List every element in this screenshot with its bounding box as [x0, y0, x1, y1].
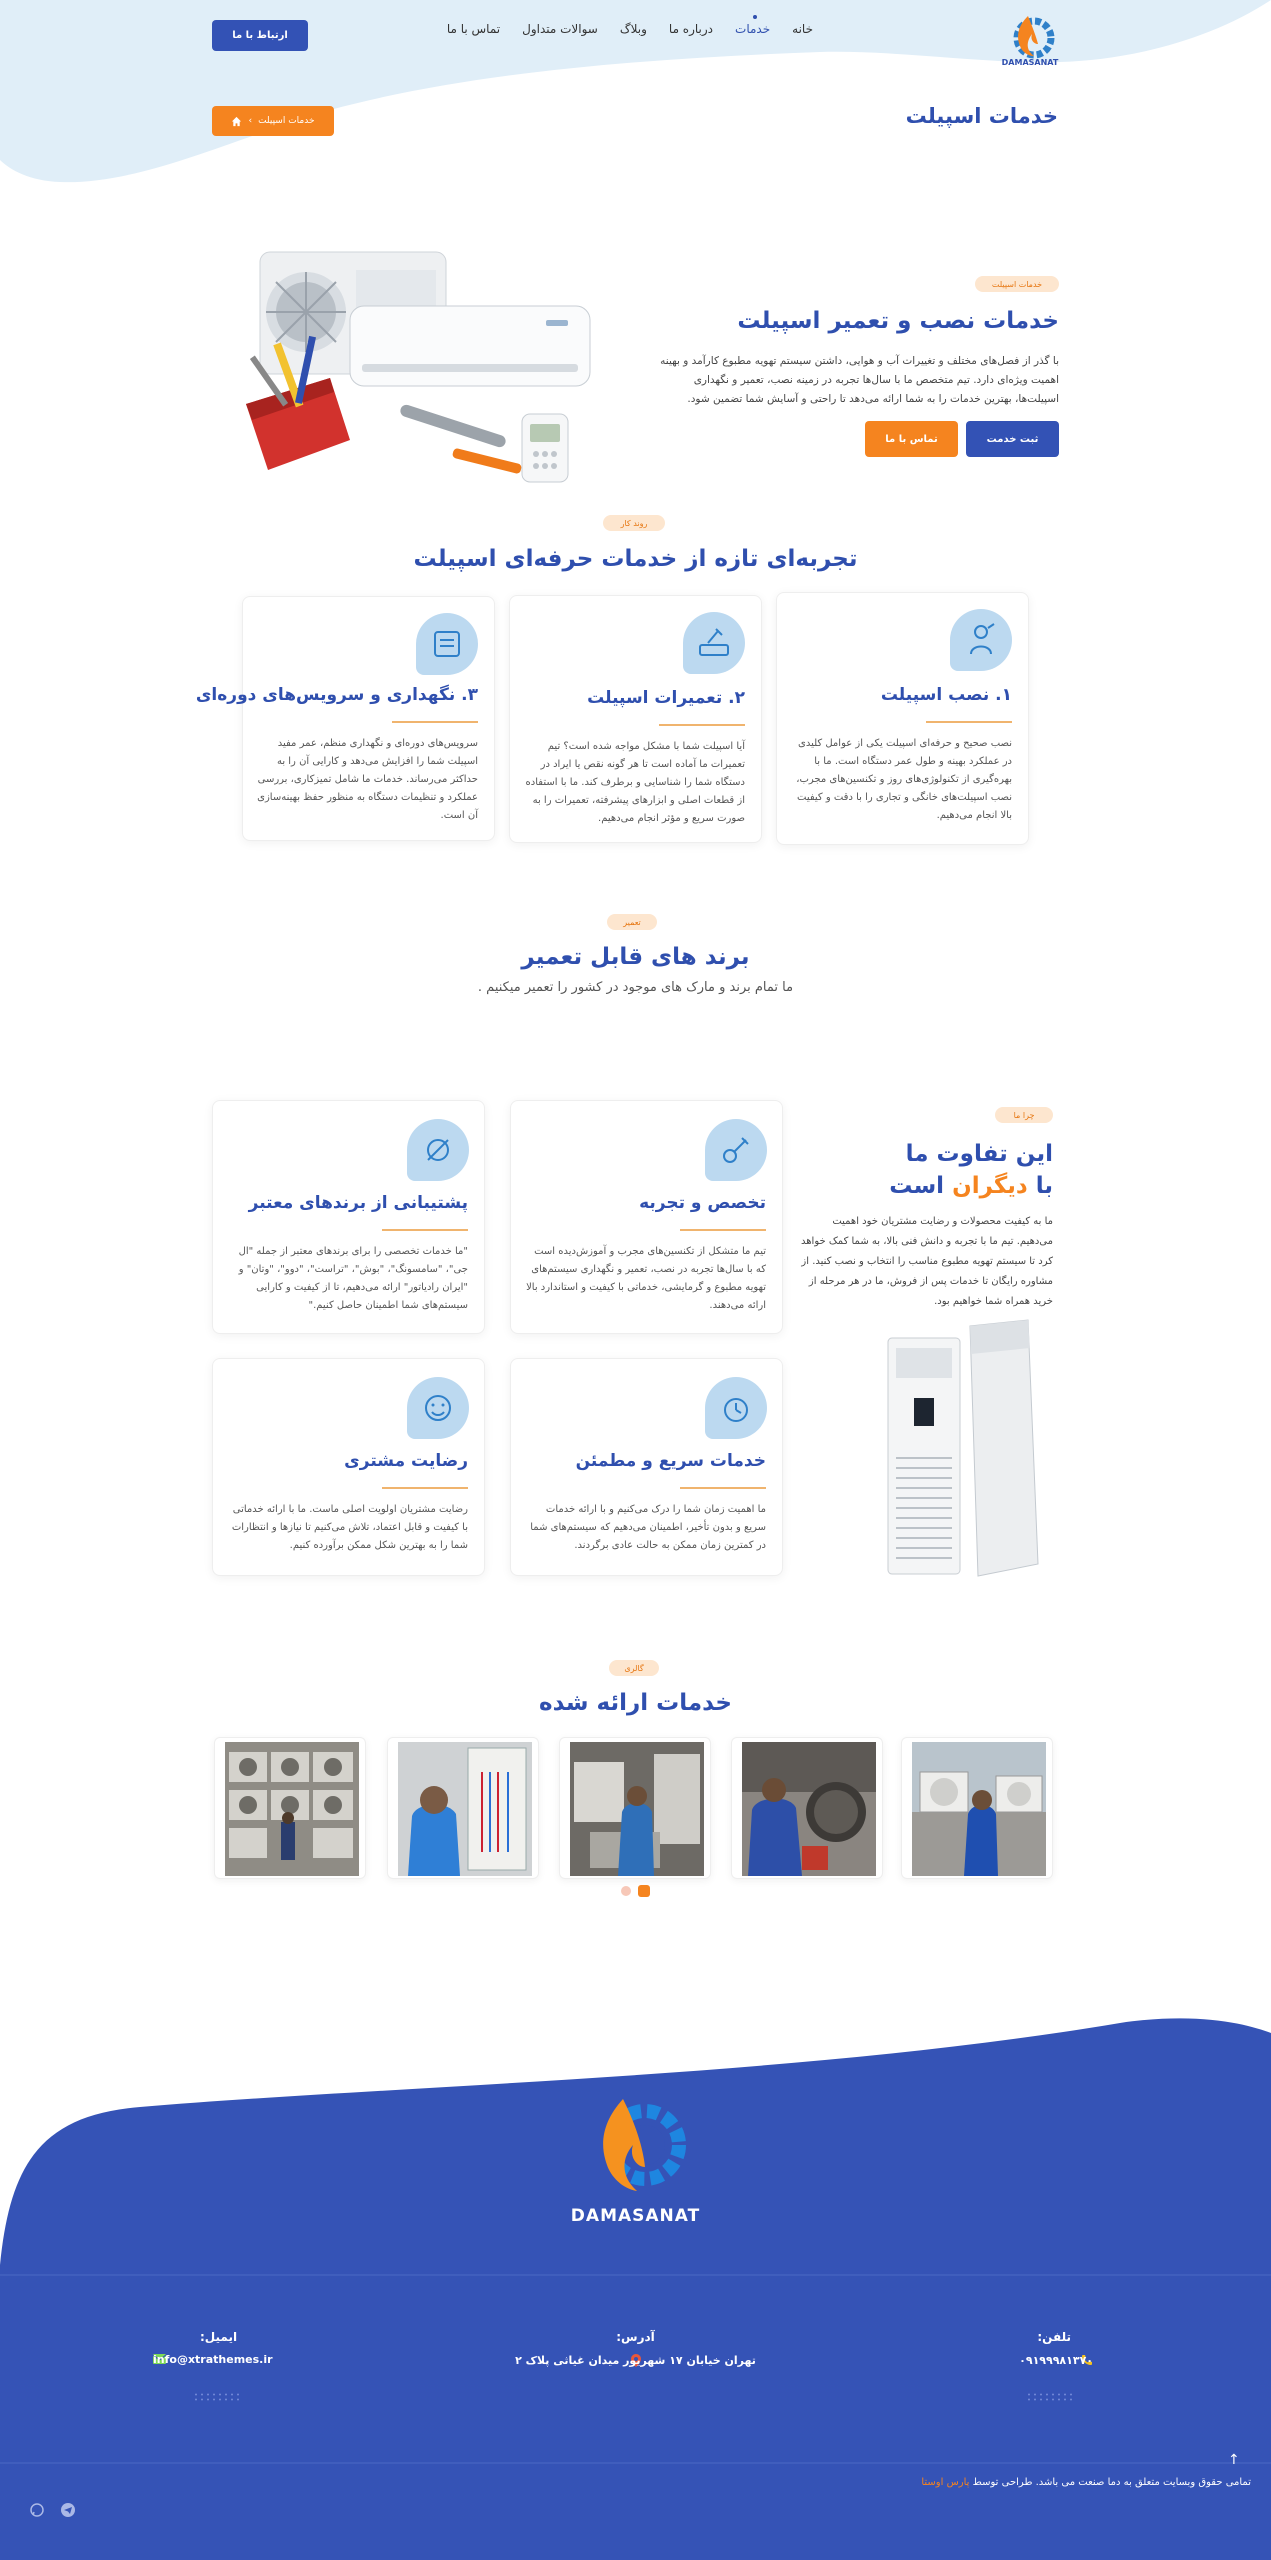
logo-text: DAMASANAT [1001, 58, 1059, 67]
brands-badge: تعمیر [607, 914, 657, 930]
satisfaction-icon [407, 1377, 469, 1439]
why-card-fast-service [510, 1358, 783, 1576]
card-divider [382, 1229, 468, 1231]
why-card-text: ما اهمیت زمان شما را درک می‌کنیم و با ارائه خدمات سریع و بدون تأخیر، اطمینان می‌دهیم که سیستم‌های شما در کمترین زمان ممکن به حالت عادی برگردند. [530, 1504, 766, 1551]
gallery-badge: گالری [609, 1660, 659, 1676]
why-title-line2: با دیگران است [889, 1173, 1053, 1199]
gallery-item[interactable] [214, 1737, 366, 1879]
process-card-repair [509, 595, 762, 843]
brands-subtitle: ما تمام برند و مارک های موجود در کشور را تعمیر میکنیم . [477, 980, 794, 995]
process-card-title: ۲. تعمیرات اسپیلت [587, 688, 745, 708]
hero-text: با گذر از فصل‌های مختلف و تغییرات آب و هوایی، داشتن سیستم تهویه مطبوع کارآمد و بهینه اهمیت ویژه‌ای دارد. تیم متخصص ما با سال‌ها تجربه در زمینه نصب، تعمیر و نگهداری اسپیلت‌ها، بهترین خدمات را به شما ارائه می‌دهد تا راحتی و آسایش شما تضمین شود. [660, 355, 1059, 405]
process-card-title: ۱. نصب اسپیلت [880, 685, 1012, 705]
nav-blog[interactable]: وبلاگ [619, 22, 647, 36]
why-card-title: پشتیبانی از برندهای معتبر [248, 1193, 468, 1213]
fast-service-icon [705, 1377, 767, 1439]
nav-contact[interactable]: تماس با ما [446, 22, 501, 36]
why-card-text: تیم ما متشکل از تکنسین‌های مجرب و آموزش‌دیده است که با سال‌ها تجربه در نصب، تعمیر و نگهداری سیستم‌های تهویه مطبوع و گرمایشی، خدماتی با کیفیت و استاندارد بالا ارائه می‌دهند. [526, 1246, 766, 1311]
expert-icon [705, 1119, 767, 1181]
maintenance-icon [416, 613, 478, 675]
copyright: تمامی حقوق وبسایت متعلق به دما صنعت می باشد. طراحی توسط پارس اوستا [921, 2477, 1251, 2488]
gallery-photo [742, 1742, 876, 1876]
slider-dot-active[interactable] [638, 1885, 650, 1897]
dots-decoration [193, 2392, 243, 2402]
footer-address-value: تهران خیابان ۱۷ شهریور میدان غیاثی پلاک ۲ [515, 2354, 756, 2367]
process-badge: روند کار [603, 515, 665, 531]
home-icon[interactable] [231, 116, 242, 127]
back-to-top-icon[interactable]: ↑ [1228, 2452, 1240, 2468]
footer-phone-value: ۰۹۱۹۹۹۸۱۳۷۰ [1019, 2353, 1093, 2367]
support-icon [407, 1119, 469, 1181]
footer-email-label: ایمیل: [200, 2330, 238, 2344]
page-title: خدمات اسپیلت [905, 104, 1058, 128]
footer-logo-icon [573, 2095, 697, 2199]
floor-ac-illustration [878, 1318, 1048, 1580]
card-divider [659, 724, 745, 726]
logo-icon [1002, 10, 1060, 64]
gallery-item[interactable] [559, 1737, 711, 1879]
hero-primary-button[interactable]: ثبت خدمت [966, 421, 1059, 457]
nav-home[interactable]: خانه [792, 22, 813, 36]
breadcrumb-separator: › [248, 116, 253, 126]
process-card-maintenance [195, 596, 495, 841]
nav-faq[interactable]: سوالات متداول [522, 22, 598, 36]
why-card-title: رضایت مشتری [344, 1451, 468, 1471]
why-card-title: تخصص و تجربه [639, 1193, 766, 1213]
gallery-item[interactable] [901, 1737, 1053, 1879]
card-divider [680, 1229, 766, 1231]
why-card-support [212, 1100, 485, 1334]
dots-decoration [1026, 2392, 1076, 2402]
why-text: ما به کیفیت محصولات و رضایت مشتریان خود اهمیت می‌دهیم. تیم ما با تجربه و دانش فنی بالا، به شما کمک خواهد کرد تا سیستم تهویه مطبوع مناسب را انتخاب و نصب کنید. از مشاوره رایگان تا خدمات پس از فروش، ما در هر مرحله از خرید همراه شما خواهیم بود. [801, 1216, 1053, 1307]
copyright-link[interactable]: پارس اوستا [921, 2477, 970, 2488]
why-title [889, 1138, 1053, 1202]
footer-logo[interactable] [573, 2095, 697, 2199]
footer-brand-name: DAMASANAT [570, 2206, 701, 2226]
why-card-title: خدمات سریع و مطمئن [575, 1451, 766, 1471]
repair-icon [683, 612, 745, 674]
main-nav [447, 22, 813, 36]
card-divider [680, 1487, 766, 1489]
footer-address-label: آدرس: [616, 2330, 655, 2344]
card-divider [392, 721, 478, 723]
card-divider [382, 1487, 468, 1489]
why-title-line1: این تفاوت ما [905, 1141, 1053, 1167]
footer-email[interactable] [153, 2352, 273, 2366]
nav-services[interactable]: خدمات [735, 22, 771, 36]
whatsapp-icon[interactable] [30, 2502, 44, 2516]
process-card-text: سرویس‌های دوره‌ای و نگهداری منظم، عمر مفید اسپیلت شما را افزایش می‌دهد و کارایی آن را به حداکثر می‌رساند. خدمات ما شامل تمیزکاری، بررسی عملکرد و تنظیمات دستگاه به منظور حفظ بهینه‌سازی آن است. [257, 738, 478, 821]
brands-title: برند های قابل تعمیر [521, 944, 750, 970]
process-card-text: آیا اسپیلت شما با مشکل مواجه شده است؟ تیم تعمیرات ما آماده است تا هر گونه نقص یا ایراد در دستگاه شما را شناسایی و برطرف کند. ما با استفاده از قطعات اصلی و ابزارهای پیشرفته، تعمیرات را به صورت سریع و مؤثر انجام می‌دهیم. [525, 741, 745, 824]
why-card-text: "ما خدمات تخصصی را برای برندهای معتبر از جمله "ال جی"، "سامسونگ"، "بوش"، "تراست"، "دوو"، "وتان" و "ایران رادیاتور" ارائه می‌دهیم، تا از کیفیت و کارایی سیستم‌های شما اطمینان حاصل کنیم." [238, 1246, 468, 1311]
why-badge: چرا ما [995, 1107, 1053, 1123]
gallery-photo [912, 1742, 1046, 1876]
breadcrumb-label: خدمات اسپیلت [258, 116, 315, 126]
gallery-photo [570, 1742, 704, 1876]
contact-button[interactable]: ارتباط با ما [212, 20, 308, 51]
gallery-title: خدمات ارائه شده [539, 1690, 732, 1716]
process-card-text: نصب صحیح و حرفه‌ای اسپیلت یکی از عوامل کلیدی در عملکرد بهینه و طول عمر دستگاه است. ما با بهره‌گیری از تکنولوژی‌های روز و تکنسین‌های مجرب، نصب اسپیلت‌های خانگی و تجاری را با دقت و کیفیت بالا انجام می‌دهیم. [796, 738, 1012, 821]
why-card-text: رضایت مشتریان اولویت اصلی ماست. ما با ارائه خدماتی با کیفیت و قابل اعتماد، تلاش می‌کنیم تا نیازها و انتظارات شما را به بهترین شکل ممکن برآورده کنیم. [231, 1504, 468, 1551]
process-title: تجربه‌ای تازه از خدمات حرفه‌ای اسپیلت [413, 546, 858, 572]
why-card-satisfaction [212, 1358, 485, 1576]
breadcrumb[interactable] [212, 106, 334, 136]
gallery-photo [225, 1742, 359, 1876]
nav-about[interactable]: درباره ما [668, 22, 714, 36]
slider-dot[interactable] [621, 1886, 631, 1896]
process-card-title: ۳. نگهداری و سرویس‌های دوره‌ای [195, 685, 478, 705]
telegram-icon[interactable] [61, 2502, 75, 2516]
footer-phone-label: تلفن: [1037, 2330, 1071, 2344]
hero-secondary-button[interactable]: تماس با ما [865, 421, 958, 457]
why-card-expertise [510, 1100, 783, 1334]
gallery-photo [398, 1742, 532, 1876]
gallery-item[interactable] [731, 1737, 883, 1879]
hero-illustration [246, 244, 596, 490]
installer-icon [950, 609, 1012, 671]
card-divider [926, 721, 1012, 723]
hero-title: خدمات نصب و تعمیر اسپیلت [737, 308, 1059, 334]
hero-badge: خدمات اسپیلت [975, 276, 1059, 292]
gallery-item[interactable] [387, 1737, 539, 1879]
process-card-installation [776, 592, 1029, 845]
footer-email-value: info@xtrathemes.ir [153, 2352, 273, 2366]
